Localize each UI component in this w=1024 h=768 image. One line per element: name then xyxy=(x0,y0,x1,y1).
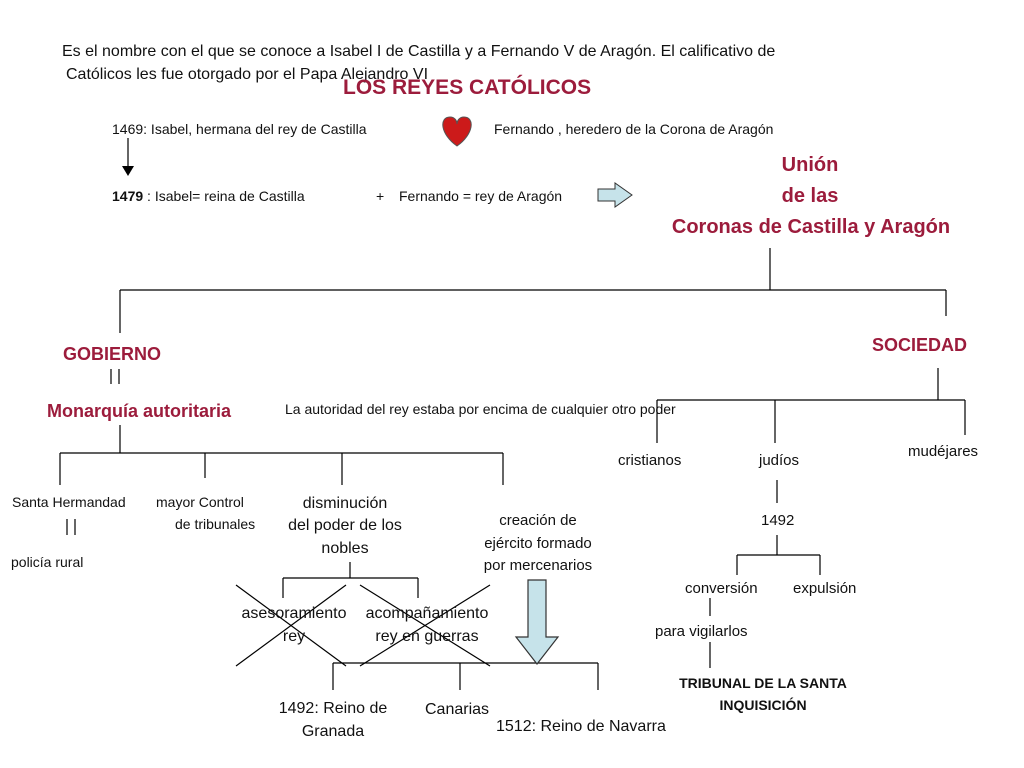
acompanamiento-2: rey en guerras xyxy=(375,628,479,645)
fernando-1469: Fernando , heredero de la Corona de Aragón xyxy=(494,121,774,137)
mudejares: mudéjares xyxy=(908,443,979,460)
union-line-2: de las xyxy=(781,185,839,207)
santa-hermandad: Santa Hermandad xyxy=(12,494,126,510)
isabel-1479: : Isabel= reina de Castilla xyxy=(143,188,305,204)
union-line-1: Unión xyxy=(781,154,839,176)
mayor-control-1: mayor Control xyxy=(156,494,244,510)
tribunal-1: TRIBUNAL DE LA SANTA xyxy=(679,675,847,691)
ejercito-1: creación de xyxy=(499,512,577,529)
conversion: conversión xyxy=(685,580,758,597)
right-arrow-icon xyxy=(598,183,632,207)
union-line-3: Coronas de Castilla y Aragón xyxy=(671,216,951,238)
navarra: 1512: Reino de Navarra xyxy=(496,718,666,735)
gobierno-title: GOBIERNO xyxy=(63,344,162,364)
ejercito-2: ejército formado xyxy=(484,535,592,552)
asesoramiento-2: rey xyxy=(282,628,306,645)
expulsion: expulsión xyxy=(793,580,857,597)
disminucion-3: nobles xyxy=(321,540,369,557)
cristianos: cristianos xyxy=(618,452,682,469)
disminucion-2: del poder de los xyxy=(288,517,402,534)
intro-line-2: Católicos les fue otorgado por el Papa Alejandro VI xyxy=(66,66,429,83)
page-title: LOS REYES CATÓLICOS xyxy=(343,76,592,99)
down-arrow-icon xyxy=(516,580,558,664)
policia-rural: policía rural xyxy=(11,554,84,570)
year-1492: 1492 xyxy=(761,512,795,529)
heart-icon xyxy=(443,117,471,146)
tribunal-2: INQUISICIÓN xyxy=(719,697,807,713)
para-vigilarlos: para vigilarlos xyxy=(655,623,748,640)
plus-sign: + xyxy=(376,188,385,204)
granada-2: Granada xyxy=(301,723,365,740)
monarquia-autoritaria: Monarquía autoritaria xyxy=(47,401,232,421)
disminucion-1: disminución xyxy=(302,495,388,512)
fernando-1479: Fernando = rey de Aragón xyxy=(399,188,563,204)
granada-1: 1492: Reino de xyxy=(278,700,388,717)
year-1479: 1479 xyxy=(112,188,144,204)
canarias: Canarias xyxy=(425,701,490,718)
isabel-1469: 1469: Isabel, hermana del rey de Castilla xyxy=(112,121,367,137)
monarquia-description: La autoridad del rey estaba por encima de cualquier otro poder xyxy=(285,401,676,417)
mayor-control-2: de tribunales xyxy=(175,516,256,532)
ejercito-3: por mercenarios xyxy=(483,557,593,574)
arrow-1469-1479-head xyxy=(122,166,134,176)
judios: judíos xyxy=(759,452,800,469)
asesoramiento-1: asesoramiento xyxy=(241,605,347,622)
acompanamiento-1: acompañamiento xyxy=(365,605,489,622)
intro-line-1: Es el nombre con el que se conoce a Isabel I de Castilla y a Fernando V de Aragón. El calificativo de xyxy=(62,43,776,60)
row-1479 xyxy=(112,187,305,205)
sociedad-title: SOCIEDAD xyxy=(872,335,968,355)
